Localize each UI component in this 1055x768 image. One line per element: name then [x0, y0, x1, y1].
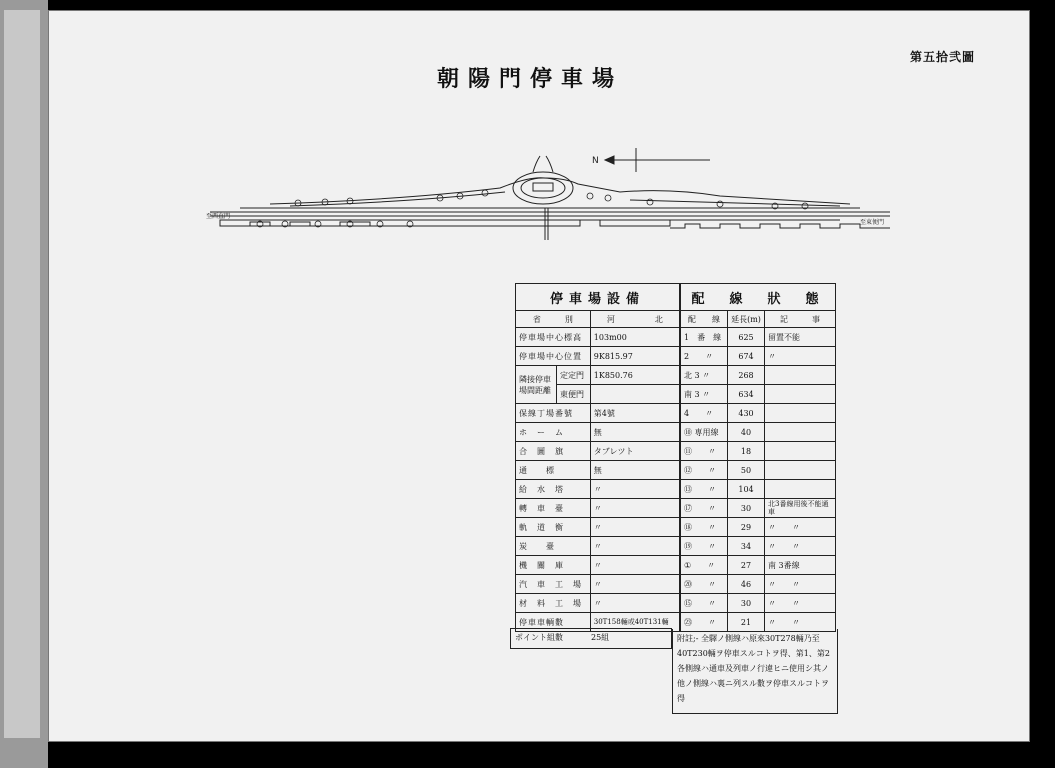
facilities-subheader-left: 省 別	[516, 311, 591, 328]
points-value: 25組	[591, 633, 610, 642]
facility-value: 無	[590, 423, 679, 442]
facility-sublabel: 東便門	[557, 385, 591, 404]
facility-value: 〃	[590, 480, 679, 499]
track-length: 21	[728, 613, 765, 632]
points-label: ポイント組數	[515, 633, 563, 642]
track-line: ⑱ 〃	[681, 518, 728, 537]
facility-label: 通 標	[516, 461, 591, 480]
track-line: ⑮ 〃	[681, 594, 728, 613]
track-length: 634	[728, 385, 765, 404]
track-layout-table	[680, 283, 836, 632]
layout-subheader-length: 延長(m)	[728, 311, 765, 328]
binding-edge	[0, 0, 48, 768]
track-length: 625	[728, 328, 765, 347]
track-layout-diagram	[200, 148, 900, 248]
track-length: 34	[728, 537, 765, 556]
facilities-table	[515, 283, 680, 632]
facility-value: 1K850.76	[590, 366, 679, 385]
track-length: 30	[728, 499, 765, 518]
facility-label: ホ ー ム	[516, 423, 591, 442]
footnote: 附註;- 全驛ノ側線ハ原來30T278輛乃至40T230輛ヲ停車スルコトヲ得、第1、第2各側線ハ通車及列車ノ行違ヒニ使用シ其ノ他ノ側線ハ裏ニ列スル數ヲ停車スルコトヲ得	[672, 629, 838, 714]
facility-value	[590, 385, 679, 404]
layout-header: 配 線 狀 態	[681, 284, 836, 311]
track-line: 1 番 線	[681, 328, 728, 347]
track-length: 50	[728, 461, 765, 480]
track-length: 27	[728, 556, 765, 575]
track-remark: 北3番線用後不能通車	[765, 499, 836, 518]
track-line: 4 〃	[681, 404, 728, 423]
layout-subheader-line: 配 線	[681, 311, 728, 328]
facility-value: 第4號	[590, 404, 679, 423]
track-remark	[765, 385, 836, 404]
track-line: ① 〃	[681, 556, 728, 575]
track-remark: 留置不能	[765, 328, 836, 347]
facilities-subheader-right: 河 北	[590, 311, 679, 328]
track-line: ⑫ 〃	[681, 461, 728, 480]
facility-value: 〃	[590, 499, 679, 518]
facility-value: タブレツト	[590, 442, 679, 461]
facility-label: 停車車輌數	[516, 613, 591, 632]
track-remark	[765, 461, 836, 480]
track-length: 18	[728, 442, 765, 461]
facility-label: 隣接停車場間距離	[516, 366, 557, 404]
facility-value: 〃	[590, 575, 679, 594]
track-line: ㉓ 〃	[681, 613, 728, 632]
right-end-label: 至東便門	[860, 219, 885, 226]
facility-label: 轉 車 臺	[516, 499, 591, 518]
track-line: 南 3 〃	[681, 385, 728, 404]
track-length: 268	[728, 366, 765, 385]
facility-label: 材 料 工 場	[516, 594, 591, 613]
track-length: 674	[728, 347, 765, 366]
facility-value: 〃	[590, 594, 679, 613]
facility-label: 保線丁場番號	[516, 404, 591, 423]
facility-label: 炭 臺	[516, 537, 591, 556]
north-label: N	[592, 156, 599, 166]
track-remark	[765, 404, 836, 423]
facility-sublabel: 定定門	[557, 366, 591, 385]
track-remark: 南 3番線	[765, 556, 836, 575]
facility-label: 軌 道 衡	[516, 518, 591, 537]
track-remark: 〃	[765, 347, 836, 366]
track-length: 104	[728, 480, 765, 499]
north-arrow-head	[605, 156, 614, 164]
facility-label: 合 圖 旗	[516, 442, 591, 461]
facility-value: 103m00	[590, 328, 679, 347]
track-remark: 〃 〃	[765, 575, 836, 594]
track-line: 北 3 〃	[681, 366, 728, 385]
track-line: ⑬ 〃	[681, 480, 728, 499]
facility-value: 無	[590, 461, 679, 480]
track-length: 46	[728, 575, 765, 594]
figure-number: 第五拾弐圖	[910, 50, 976, 64]
track-remark: 〃 〃	[765, 594, 836, 613]
track-remark	[765, 442, 836, 461]
layout-subheader-remark: 記 事	[765, 311, 836, 328]
facility-value: 〃	[590, 556, 679, 575]
track-remark	[765, 480, 836, 499]
facilities-header: 停車場設備	[516, 284, 680, 311]
page-title: 朝陽門停車場	[437, 66, 624, 92]
facility-value: 30T158輛或40T131輛	[590, 613, 679, 632]
track-line: 2 〃	[681, 347, 728, 366]
track-remark: 〃 〃	[765, 613, 836, 632]
track-line: ⑳ 〃	[681, 575, 728, 594]
track-line: ⑲ 〃	[681, 537, 728, 556]
track-line: ⑪ 〃	[681, 442, 728, 461]
track-length: 40	[728, 423, 765, 442]
track-line: ⑩ 専用線	[681, 423, 728, 442]
facility-value: 〃	[590, 537, 679, 556]
track-remark	[765, 423, 836, 442]
track-remark: 〃 〃	[765, 518, 836, 537]
track-length: 29	[728, 518, 765, 537]
facility-label: 停車場中心標高	[516, 328, 591, 347]
facility-label: 停車場中心位置	[516, 347, 591, 366]
points-count-row	[510, 628, 672, 649]
track-line: ⑰ 〃	[681, 499, 728, 518]
track-length: 430	[728, 404, 765, 423]
facility-label: 汽 車 工 場	[516, 575, 591, 594]
facility-label: 給 水 塔	[516, 480, 591, 499]
track-remark: 〃 〃	[765, 537, 836, 556]
left-end-label: 至西直門	[206, 213, 231, 220]
facility-value: 〃	[590, 518, 679, 537]
facility-label: 機 關 庫	[516, 556, 591, 575]
station-building-oval	[513, 172, 573, 204]
facility-value: 9K815.97	[590, 347, 679, 366]
track-length: 30	[728, 594, 765, 613]
track-remark	[765, 366, 836, 385]
